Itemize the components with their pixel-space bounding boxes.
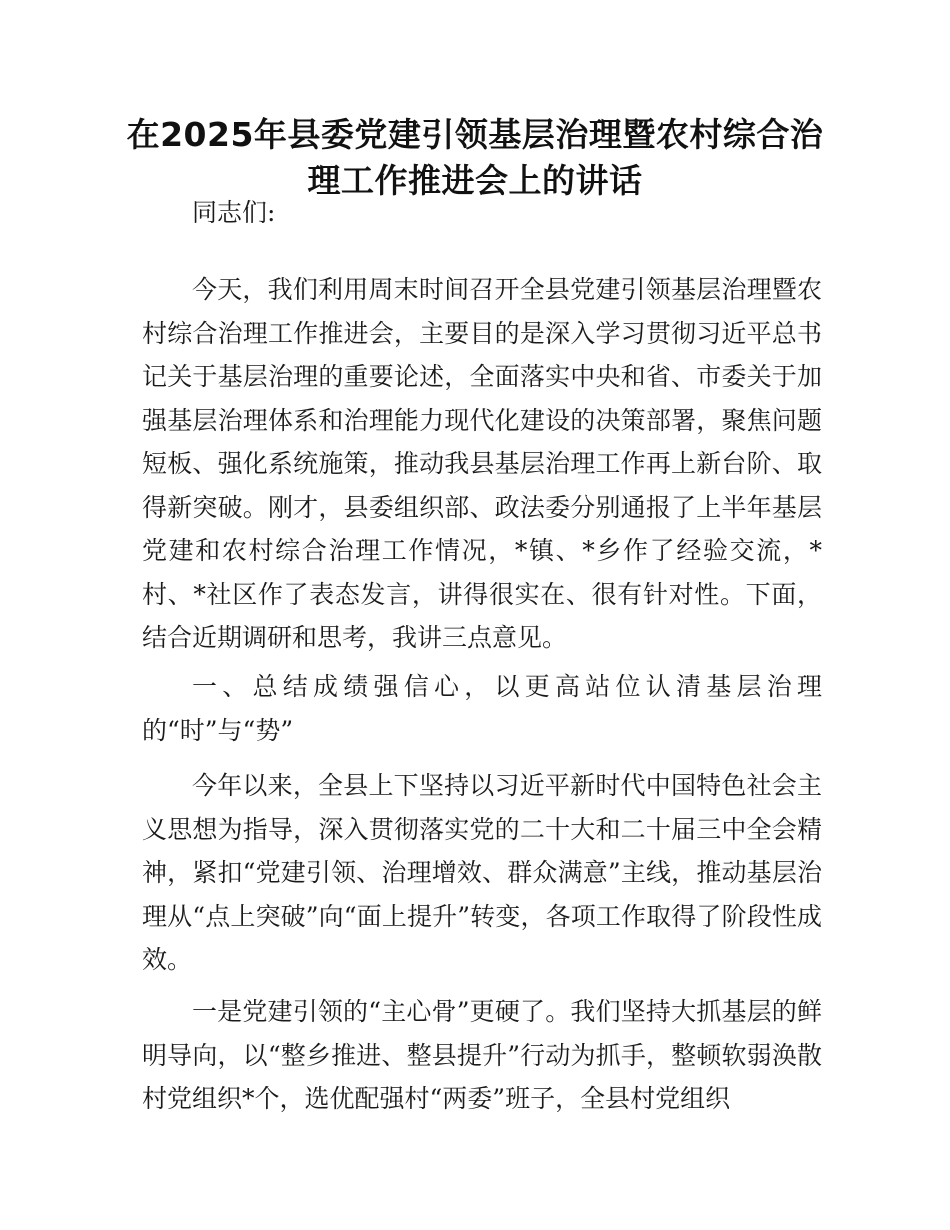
greeting: 同志们: [192,198,276,227]
document-title-line-2: 理工作推进会上的讲话 [307,161,643,200]
paragraph-achievements: 今年以来，全县上下坚持以习近平新时代中国特色社会主义思想为指导，深入贯彻落实党的二十大和二十届三中全会精神，紧扣“党建引领、治理增效、群众满意”主线，推动基层治理从“点上突破”向“面上提升”转变，各项工作取得了阶段性成效。 [142,771,822,974]
section-heading-1: 一、总结成绩强信心，以更高站位认清基层治理的“时”与“势” [142,672,822,745]
document-title-line-1: 在2025年县委党建引领基层治理暨农村综合治 [126,115,824,154]
paragraph-intro: 今天，我们利用周末时间召开全县党建引领基层治理暨农村综合治理工作推进会，主要目的是深入学习贯彻习近平总书记关于基层治理的重要论述，全面落实中央和省、市委关于加强基层治理体系和治理能力现代化建设的决策部署，聚焦问题短板、强化系统施策，推动我县基层治理工作再上新台阶、取得新突破。刚才，县委组织部、政法委分别通报了上半年基层党建和农村综合治理工作情况，*镇、*乡作了经验交流，*村、*社区作了表态发言，讲得很实在、很有针对性。下面，结合近期调研和思考，我讲三点意见。 [142,275,822,652]
paragraph-party-building: 一是党建引领的“主心骨”更硬了。我们坚持大抓基层的鲜明导向，以“整乡推进、整县提升”行动为抓手，整顿软弱涣散村党组织*个，选优配强村“两委”班子，全县村党组织 [142,997,822,1113]
